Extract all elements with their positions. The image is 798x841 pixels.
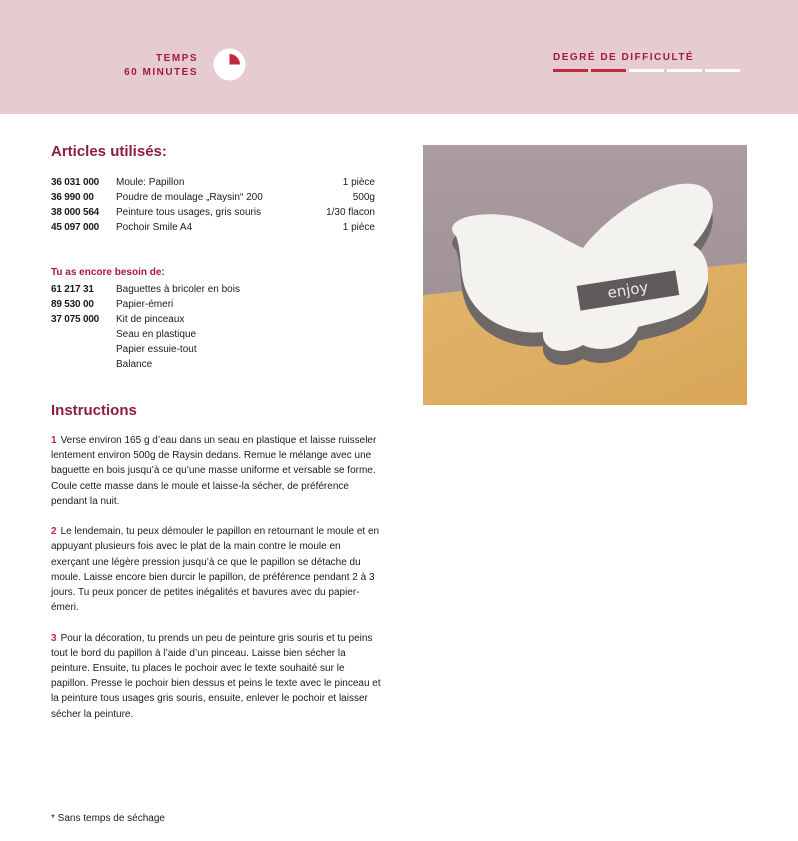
extras-table bbox=[51, 282, 306, 372]
enjoy-label: enjoy bbox=[606, 277, 650, 303]
difficulty-block bbox=[553, 52, 740, 72]
header-band bbox=[0, 0, 798, 114]
instructions-body bbox=[51, 433, 381, 737]
difficulty-label: DEGRÉ DE DIFFICULTÉ bbox=[553, 52, 695, 63]
instruction-step: 1 Verse environ 165 g d’eau dans un seau en plastique et laisse ruisseler lentement environ 500g de Raysin dedans. Remue le mélange avec une baguette en bois jusqu’à ce qu’une masse uniforme et versable se forme. Coule cette masse dans le moule et laisse-la sécher, de préférence pendant la nuit. bbox=[51, 435, 377, 507]
materials-heading: Articles utilisés: bbox=[51, 143, 167, 160]
extras-heading: Tu as encore besoin de: bbox=[51, 267, 165, 278]
time-label: TEMPS bbox=[156, 53, 198, 64]
materials-table bbox=[51, 175, 375, 235]
difficulty-bar bbox=[553, 69, 588, 72]
instruction-step: 3 Pour la décoration, tu prends un peu de peinture gris souris et tu peins tout le bord du papillon à l’aide d’un pinceau. Laisse bien sécher la peinture. Ensuite, tu places le pochoir avec le texte souhaité sur le papillon. Presse le pochoir bien dessus et peins le texte avec le pinceau et la peinture tous usages gris souris, ensuite, enlever le pochoir et laisser sécher la peinture. bbox=[51, 632, 381, 720]
table-row: 36 031 000 Moule: Papillon 1 pièce bbox=[51, 177, 375, 188]
table-row: 37 075 000 Kit de pinceaux bbox=[51, 314, 185, 325]
difficulty-bar bbox=[591, 69, 626, 72]
difficulty-bars bbox=[553, 69, 740, 72]
time-value: 60 MINUTES bbox=[124, 67, 198, 78]
difficulty-bar bbox=[667, 69, 702, 72]
difficulty-bar bbox=[629, 69, 664, 72]
table-row: Papier essuie-tout bbox=[116, 344, 197, 355]
instructions-heading: Instructions bbox=[51, 402, 137, 419]
instruction-step: 2 Le lendemain, tu peux démouler le papillon en retournant le moule et en appuyant plusieurs fois avec le plat de la main contre le moule en exerçant une légère pression jusqu’à ce que le papillon se détache du moule. Laisse encore bien durcir le papillon, de préférence pendant 2 à 3 jours. Tu peux poncer de petites inégalités et bavures avec du papier-émeri. bbox=[51, 526, 380, 614]
butterfly-photo bbox=[423, 145, 747, 405]
table-row: 45 097 000 Pochoir Smile A4 1 pièce bbox=[51, 222, 375, 233]
footnote: * Sans temps de séchage bbox=[51, 813, 165, 824]
table-row: 89 530 00 Papier-émeri bbox=[51, 299, 174, 310]
table-row: 36 990 00 Poudre de moulage „Raysin“ 200 500g bbox=[51, 192, 375, 203]
time-block bbox=[124, 52, 198, 80]
table-row: 61 217 31 Baguettes à bricoler en bois bbox=[51, 284, 240, 295]
table-row: Seau en plastique bbox=[116, 329, 197, 340]
clock-icon bbox=[213, 48, 246, 81]
table-row: 38 000 564 Peinture tous usages, gris souris 1/30 flacon bbox=[51, 207, 375, 218]
difficulty-bar bbox=[705, 69, 740, 72]
table-row: Balance bbox=[116, 359, 153, 370]
